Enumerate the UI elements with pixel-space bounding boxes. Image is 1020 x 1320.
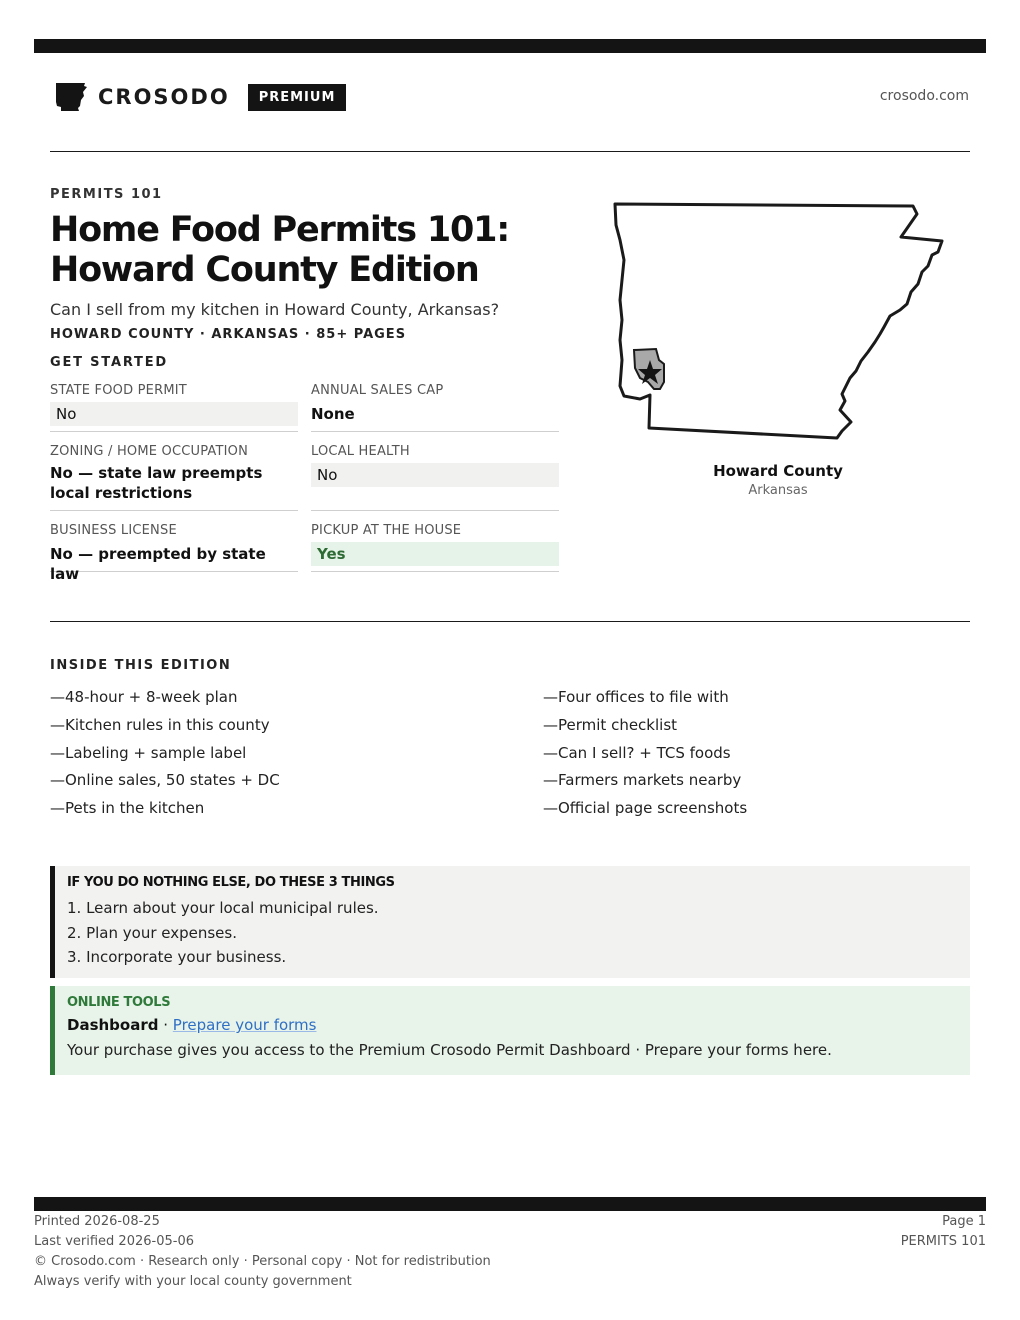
fact-value: No — preempted by state law <box>50 545 266 583</box>
fact-label: LOCAL HEALTH <box>311 444 410 459</box>
footer-right <box>901 1212 986 1252</box>
fact-value: No — state law preempts local restrictions <box>50 464 263 502</box>
list-item: —Pets in the kitchen <box>50 799 205 818</box>
printed-date: Printed 2026-08-25 <box>34 1214 160 1229</box>
fact-label: STATE FOOD PERMIT <box>50 383 187 398</box>
separator: · <box>158 1016 173 1034</box>
list-item: —Permit checklist <box>543 715 678 734</box>
map-county-name: Howard County <box>713 462 843 480</box>
callout-item: 2. Plan your expenses. <box>67 923 237 942</box>
inside-heading: INSIDE THIS EDITION <box>50 658 232 673</box>
disclaimer: Always verify with your local county government <box>34 1274 352 1289</box>
fact-annual-sales-cap <box>311 383 559 432</box>
eyebrow: PERMITS 101 <box>50 187 163 202</box>
premium-badge: PREMIUM <box>248 84 347 111</box>
list-item: —48-hour + 8-week plan <box>50 688 238 706</box>
callout-title: IF YOU DO NOTHING ELSE, DO THESE 3 THINGS <box>67 875 395 890</box>
list-item: —Official page screenshots <box>543 799 748 818</box>
dashboard-row <box>67 1016 958 1034</box>
site-link[interactable]: crosodo.com <box>879 88 969 104</box>
fact-local-health <box>311 444 559 511</box>
page-number: Page 1 <box>942 1214 986 1229</box>
brand[interactable] <box>54 82 346 112</box>
header-divider <box>50 151 970 152</box>
footer-section: PERMITS 101 <box>900 1234 986 1249</box>
page-subtitle: Can I sell from my kitchen in Howard County, Arkansas? <box>50 300 500 319</box>
inside-list-right <box>543 684 747 823</box>
tools-description: Your purchase gives you access to the Premium Crosodo Permit Dashboard · Prepare your forms here. <box>67 1041 832 1059</box>
bottom-bar <box>34 1197 986 1211</box>
copyright: © Crosodo.com · Research only · Personal copy · Not for redistribution <box>34 1254 491 1269</box>
fact-value: No <box>50 402 298 426</box>
section-divider <box>50 621 970 622</box>
list-item: —Can I sell? + TCS foods <box>543 743 731 762</box>
verified-date: Last verified 2026-05-06 <box>34 1234 194 1249</box>
list-item: —Online sales, 50 states + DC <box>50 771 280 790</box>
top-bar <box>34 39 986 53</box>
fact-pickup <box>311 523 559 572</box>
fact-value: None <box>311 405 355 423</box>
arkansas-logo-icon <box>54 82 88 112</box>
fact-value: No <box>311 463 559 487</box>
list-item: —Farmers markets nearby <box>543 771 742 790</box>
map-state-name: Arkansas <box>748 483 808 498</box>
callout-item: 1. Learn about your local municipal rules. <box>67 899 379 917</box>
page-title: Home Food Permits 101: Howard County Edition <box>50 210 510 290</box>
must-do-callout <box>50 866 970 978</box>
inside-list-left <box>50 684 280 823</box>
fact-zoning <box>50 444 298 511</box>
list-item: —Labeling + sample label <box>50 743 247 762</box>
arkansas-map-icon <box>610 200 946 445</box>
get-started-heading: GET STARTED <box>50 355 168 370</box>
list-item: —Kitchen rules in this county <box>50 715 270 734</box>
fact-business-license <box>50 523 298 583</box>
fact-state-food-permit <box>50 383 298 432</box>
state-map <box>610 200 946 445</box>
list-item: —Four offices to file with <box>543 688 729 706</box>
fact-value: Yes <box>311 542 559 566</box>
fact-label: ZONING / HOME OCCUPATION <box>50 444 249 459</box>
meta-line: HOWARD COUNTY · ARKANSAS · 85+ PAGES <box>50 327 407 342</box>
state-outline <box>615 204 942 438</box>
brand-name: CROSODO <box>98 85 230 109</box>
online-tools-callout <box>50 986 970 1075</box>
callout-title: ONLINE TOOLS <box>67 995 171 1010</box>
footer-left <box>34 1212 491 1292</box>
fact-label: ANNUAL SALES CAP <box>311 383 444 398</box>
prepare-forms-link[interactable]: Prepare your forms <box>172 1016 317 1034</box>
callout-item: 3. Incorporate your business. <box>67 948 287 966</box>
fact-label: PICKUP AT THE HOUSE <box>311 523 462 538</box>
fact-label: BUSINESS LICENSE <box>50 523 177 538</box>
dashboard-label: Dashboard <box>67 1016 159 1034</box>
